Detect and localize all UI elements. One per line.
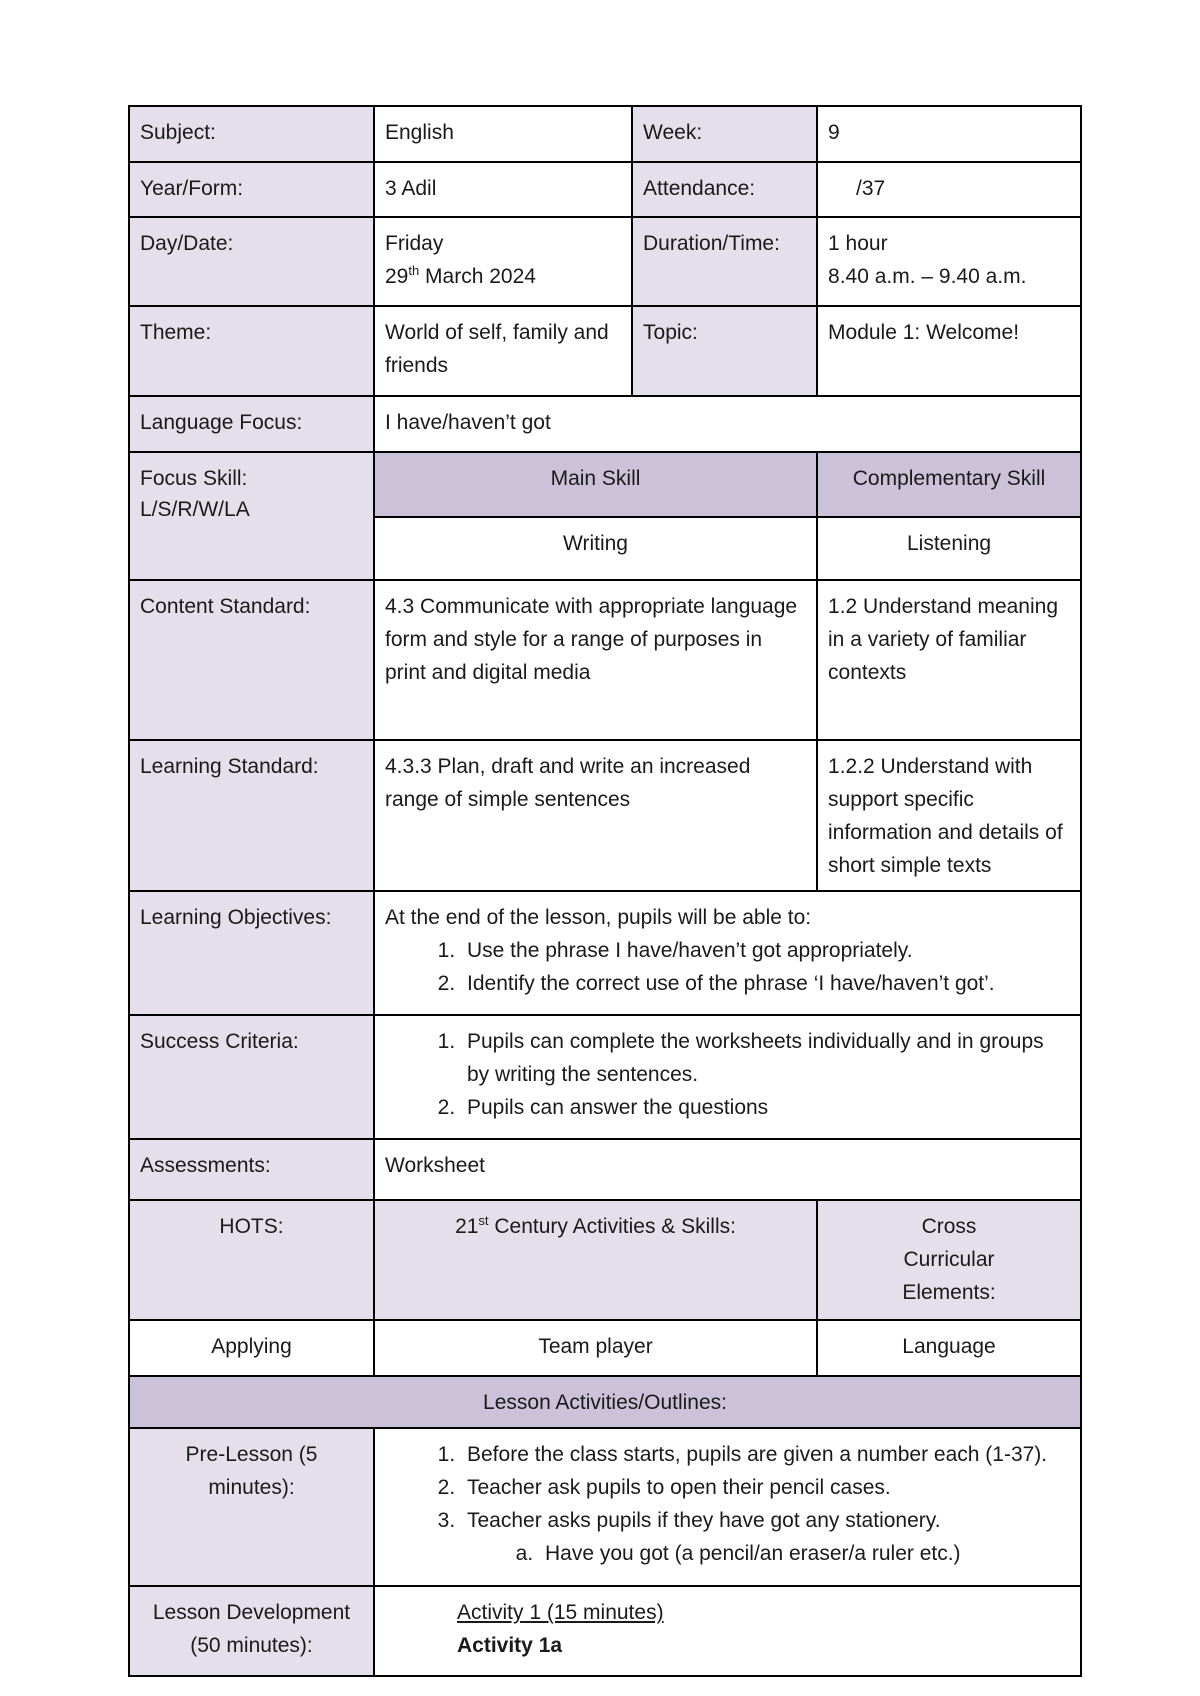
subject-value: English xyxy=(374,106,632,162)
row-skills-header xyxy=(129,1200,1081,1320)
week-value: 9 xyxy=(817,106,1081,162)
learning-objectives-cell xyxy=(374,891,1081,1015)
c21-label xyxy=(374,1200,817,1320)
content-standard-main: 4.3 Communicate with appropriate language form and style for a range of purposes in print and digital media xyxy=(374,580,817,740)
hots-value: Applying xyxy=(129,1320,374,1376)
duration-value: 1 hour xyxy=(828,232,888,255)
attendance-value: /37 xyxy=(817,162,1081,217)
date-value xyxy=(385,260,621,293)
row-subject xyxy=(129,106,1081,162)
c21-value: Team player xyxy=(374,1320,817,1376)
learning-standard-label: Learning Standard: xyxy=(129,740,374,891)
theme-label: Theme: xyxy=(129,306,374,396)
success-criteria-list xyxy=(385,1025,1070,1124)
pre-lesson-cell xyxy=(374,1428,1081,1586)
list-item: 2. Teacher ask pupils to open their pencil cases. xyxy=(461,1471,1070,1504)
success-criteria-cell xyxy=(374,1015,1081,1139)
row-daydate xyxy=(129,217,1081,306)
language-focus-label: Language Focus: xyxy=(129,396,374,452)
list-item: 1. Use the phrase I have/haven’t got appropriately. xyxy=(461,934,1070,967)
date-rest: March 2024 xyxy=(419,265,536,288)
topic-value: Module 1: Welcome! xyxy=(817,306,1081,396)
date-suffix: th xyxy=(408,263,420,278)
lesson-development-cell xyxy=(374,1586,1081,1676)
learning-standard-comp: 1.2.2 Understand with support specific information and details of short simple texts xyxy=(817,740,1081,891)
yearform-label: Year/Form: xyxy=(129,162,374,217)
duration-label: Duration/Time: xyxy=(632,217,817,306)
list-item: 2. Identify the correct use of the phrase ‘I have/haven’t got’. xyxy=(461,967,1070,1000)
row-learning-standard xyxy=(129,740,1081,891)
attendance-label: Attendance: xyxy=(632,162,817,217)
row-learning-objectives xyxy=(129,891,1081,1015)
theme-value: World of self, family and friends xyxy=(374,306,632,396)
subject-label: Subject: xyxy=(129,106,374,162)
topic-label: Topic: xyxy=(632,306,817,396)
c21-rest: Century Activities & Skills: xyxy=(488,1215,736,1238)
learning-standard-main: 4.3.3 Plan, draft and write an increased range of simple sentences xyxy=(374,740,817,891)
row-yearform xyxy=(129,162,1081,217)
c21-suffix: st xyxy=(478,1213,489,1228)
row-assessments xyxy=(129,1139,1081,1200)
success-criteria-label: Success Criteria: xyxy=(129,1015,374,1139)
language-focus-value: I have/haven’t got xyxy=(374,396,1081,452)
content-standard-label: Content Standard: xyxy=(129,580,374,740)
activity-subtitle: Activity 1a xyxy=(457,1634,563,1657)
row-activities-header xyxy=(129,1376,1081,1428)
activities-header: Lesson Activities/Outlines: xyxy=(129,1376,1081,1428)
main-skill-header: Main Skill xyxy=(374,452,817,517)
focus-skill-label xyxy=(129,452,374,580)
date-day: 29 xyxy=(385,265,409,288)
learning-objectives-intro: At the end of the lesson, pupils will be able to: xyxy=(385,906,812,929)
lesson-plan-table xyxy=(128,105,1082,1677)
list-item: a. Have you got (a pencil/an eraser/a ruler etc.) xyxy=(539,1537,1070,1570)
list-item: 1. Before the class starts, pupils are given a number each (1-37). xyxy=(461,1438,1070,1471)
row-pre-lesson xyxy=(129,1428,1081,1586)
week-label: Week: xyxy=(632,106,817,162)
hots-label: HOTS: xyxy=(129,1200,374,1320)
c21-num: 21 xyxy=(455,1215,479,1238)
list-item: 2. Pupils can answer the questions xyxy=(461,1091,1070,1124)
daydate-value xyxy=(374,217,632,306)
focus-skill-label-line2: L/S/R/W/LA xyxy=(140,498,250,521)
cross-curricular-value: Language xyxy=(817,1320,1081,1376)
time-value: 8.40 a.m. – 9.40 a.m. xyxy=(828,265,1027,288)
lesson-development-label: Lesson Development (50 minutes): xyxy=(129,1586,374,1676)
cross-curricular-label: Cross Curricular Elements: xyxy=(817,1200,1081,1320)
day-value: Friday xyxy=(385,232,444,255)
assessments-value: Worksheet xyxy=(374,1139,1081,1200)
list-item: 1. Pupils can complete the worksheets individually and in groups by writing the sentences. xyxy=(461,1025,1070,1091)
complementary-skill-header: Complementary Skill xyxy=(817,452,1081,517)
row-theme xyxy=(129,306,1081,396)
learning-objectives-list xyxy=(385,934,1070,1000)
pre-lesson-list xyxy=(385,1438,1070,1570)
row-success-criteria xyxy=(129,1015,1081,1139)
row-lesson-development xyxy=(129,1586,1081,1676)
pre-lesson-sublist xyxy=(467,1537,1070,1570)
row-skills-values xyxy=(129,1320,1081,1376)
complementary-skill-value: Listening xyxy=(817,517,1081,580)
row-focus-skill-header xyxy=(129,452,1081,517)
learning-objectives-label: Learning Objectives: xyxy=(129,891,374,1015)
focus-skill-label-line1: Focus Skill: xyxy=(140,467,248,490)
assessments-label: Assessments: xyxy=(129,1139,374,1200)
yearform-value: 3 Adil xyxy=(374,162,632,217)
list-item-text: Teacher asks pupils if they have got any stationery. xyxy=(467,1509,941,1532)
main-skill-value: Writing xyxy=(374,517,817,580)
pre-lesson-label: Pre-Lesson (5 minutes): xyxy=(129,1428,374,1586)
daydate-label: Day/Date: xyxy=(129,217,374,306)
duration-cell xyxy=(817,217,1081,306)
content-standard-comp: 1.2 Understand meaning in a variety of familiar contexts xyxy=(817,580,1081,740)
row-language-focus xyxy=(129,396,1081,452)
list-item xyxy=(461,1504,1070,1570)
activity-title: Activity 1 (15 minutes) xyxy=(457,1601,664,1624)
row-content-standard xyxy=(129,580,1081,740)
